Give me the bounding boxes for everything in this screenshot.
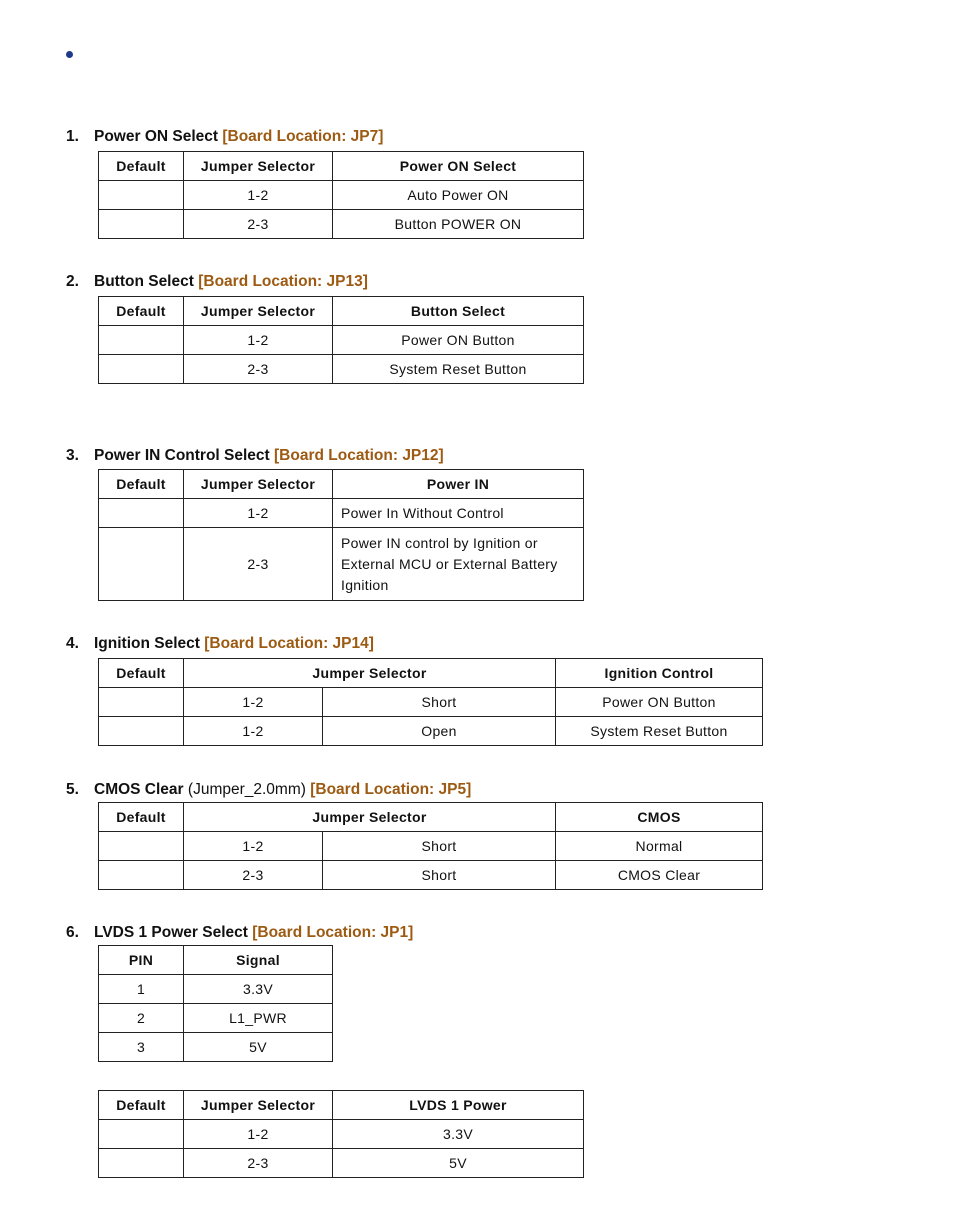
cell-function: Normal [556,832,763,861]
board-location: [Board Location: JP1] [252,924,414,941]
cell-default [99,355,184,384]
jp1-table [98,1090,584,1178]
cell-pin: 1 [99,975,184,1004]
cell-jumper: 1-2 [184,181,333,210]
section-title-text: LVDS 1 Power Select [94,924,248,941]
section-number: 3. [66,447,79,464]
header-signal: Signal [184,946,333,975]
header-jumper-selector: Jumper Selector [184,803,556,832]
jp7-table [98,151,584,239]
section-title-text: Power ON Select [94,128,219,145]
cell-function: 3.3V [333,1120,584,1149]
cell-jumper: 2-3 [184,355,333,384]
section-5-title [66,781,471,799]
section-number: 1. [66,128,79,145]
table-row [99,326,584,355]
header-pin: PIN [99,946,184,975]
table-row [99,1149,584,1178]
cell-default [99,528,184,601]
board-location: [Board Location: JP13] [198,273,368,290]
cell-jumper: 1-2 [184,688,323,717]
table-row [99,1033,333,1062]
cell-jumper: 1-2 [184,499,333,528]
cell-default [99,832,184,861]
cell-jumper: 1-2 [184,326,333,355]
table-row [99,832,763,861]
header-function: Power IN [333,470,584,499]
board-location: [Board Location: JP14] [204,635,374,652]
cell-default [99,717,184,746]
table-row [99,975,333,1004]
cell-default [99,499,184,528]
cell-default [99,688,184,717]
section-title-text: CMOS Clear [94,781,184,798]
jp5-table [98,802,763,890]
table-row [99,210,584,239]
cell-default [99,326,184,355]
cell-function: Power IN control by Ignition or External MCU or External Battery Ignition [333,528,584,601]
header-function: Button Select [333,297,584,326]
header-function: Power ON Select [333,152,584,181]
cell-state: Open [323,717,556,746]
table-row [99,528,584,601]
header-function: LVDS 1 Power [333,1091,584,1120]
section-note: (Jumper_2.0mm) [187,781,306,798]
section-4-title [66,635,374,653]
cell-function: Power ON Button [556,688,763,717]
table-header-row [99,803,763,832]
header-function: CMOS [556,803,763,832]
table-row [99,499,584,528]
cell-default [99,1120,184,1149]
section-6-title [66,924,413,942]
cell-signal: 3.3V [184,975,333,1004]
cell-signal: L1_PWR [184,1004,333,1033]
section-2-title [66,273,368,291]
header-jumper-selector: Jumper Selector [184,659,556,688]
cell-jumper: 1-2 [184,1120,333,1149]
table-header-row [99,946,333,975]
cell-default [99,1149,184,1178]
cell-jumper: 2-3 [184,861,323,890]
header-default: Default [99,1091,184,1120]
cell-jumper: 2-3 [184,210,333,239]
cell-jumper: 2-3 [184,528,333,601]
cell-pin: 3 [99,1033,184,1062]
table-header-row [99,1091,584,1120]
section-3-title [66,447,444,465]
header-default: Default [99,803,184,832]
section-title-text: Power IN Control Select [94,447,270,464]
cell-function: CMOS Clear [556,861,763,890]
section-number: 2. [66,273,79,290]
table-row [99,355,584,384]
cell-state: Short [323,688,556,717]
jp14-table [98,658,763,746]
table-header-row [99,297,584,326]
header-default: Default [99,470,184,499]
cell-function: Power In Without Control [333,499,584,528]
cell-function: Auto Power ON [333,181,584,210]
board-location: [Board Location: JP12] [274,447,444,464]
cell-pin: 2 [99,1004,184,1033]
cell-jumper: 1-2 [184,717,323,746]
section-number: 6. [66,924,79,941]
cell-default [99,181,184,210]
header-jumper-selector: Jumper Selector [184,152,333,181]
header-default: Default [99,152,184,181]
board-location: [Board Location: JP7] [222,128,384,145]
cell-jumper: 1-2 [184,832,323,861]
table-row [99,181,584,210]
jp12-table [98,469,584,601]
cell-function: System Reset Button [333,355,584,384]
section-number: 4. [66,635,79,652]
cell-function: Button POWER ON [333,210,584,239]
header-default: Default [99,297,184,326]
table-row [99,1004,333,1033]
cell-signal: 5V [184,1033,333,1062]
section-number: 5. [66,781,79,798]
cell-state: Short [323,861,556,890]
cell-state: Short [323,832,556,861]
header-default: Default [99,659,184,688]
header-jumper-selector: Jumper Selector [184,1091,333,1120]
header-function: Ignition Control [556,659,763,688]
table-header-row [99,470,584,499]
cell-default [99,861,184,890]
table-header-row [99,152,584,181]
table-row [99,688,763,717]
table-row [99,861,763,890]
table-header-row [99,659,763,688]
section-1-title [66,128,383,146]
section-title-text: Button Select [94,273,194,290]
cell-function: Power ON Button [333,326,584,355]
table-row [99,1120,584,1149]
cell-function: System Reset Button [556,717,763,746]
jp13-table [98,296,584,384]
cell-jumper: 2-3 [184,1149,333,1178]
table-row [99,717,763,746]
cell-function: 5V [333,1149,584,1178]
header-jumper-selector: Jumper Selector [184,297,333,326]
board-location: [Board Location: JP5] [310,781,472,798]
cell-default [99,210,184,239]
bullet-icon [66,51,73,58]
jp1-pin-table [98,945,333,1062]
section-title-text: Ignition Select [94,635,200,652]
header-jumper-selector: Jumper Selector [184,470,333,499]
